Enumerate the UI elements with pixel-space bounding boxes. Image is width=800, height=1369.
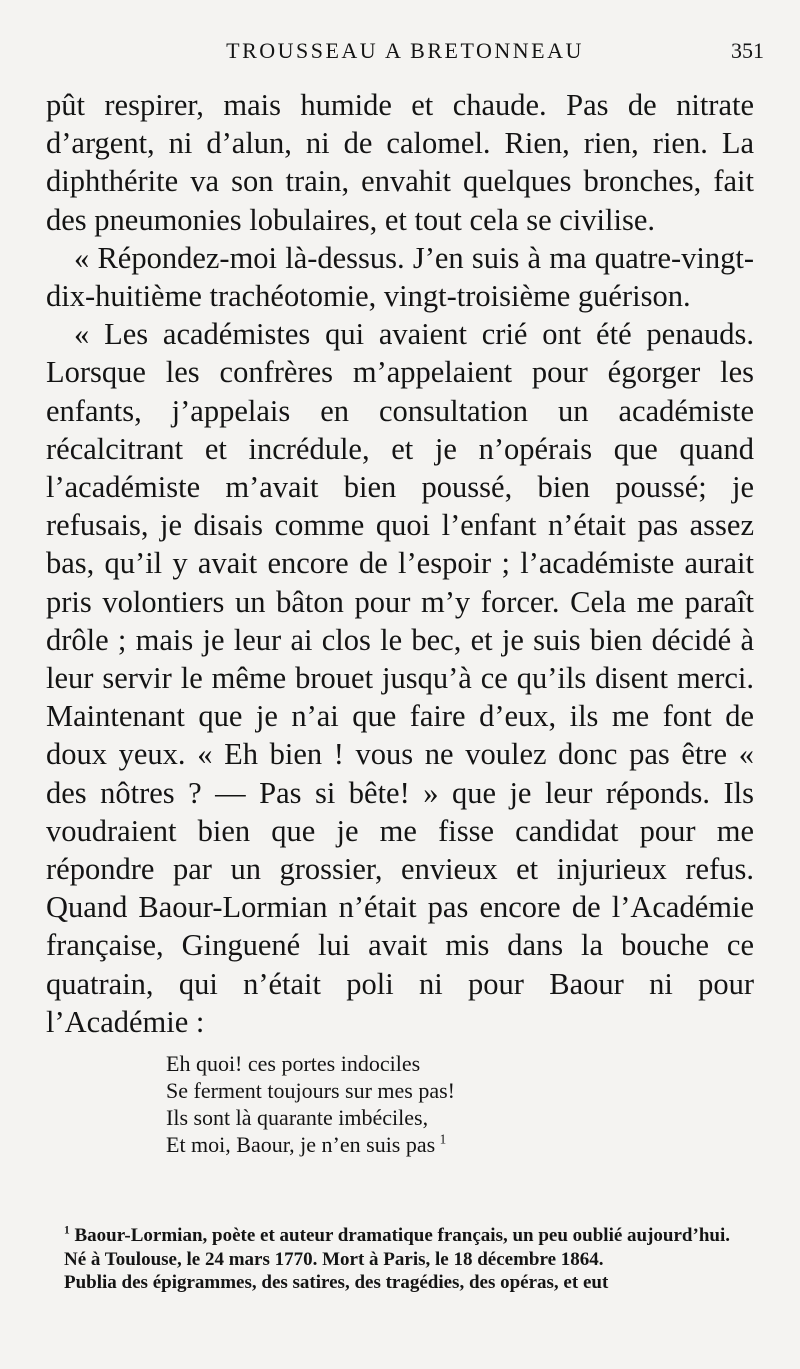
verse-line-1: Eh quoi! ces portes indociles [166, 1051, 421, 1076]
footnote-reference: 1 [439, 1131, 447, 1147]
footnote-line-1: Baour-Lormian, poète et auteur dramatique français, un peu oublié aujourd’hui. [74, 1225, 730, 1246]
footnote-line-1-wrapper [46, 1224, 756, 1248]
quatrain [166, 1050, 455, 1158]
verse-line-4-wrapper [166, 1131, 455, 1158]
body-text [46, 86, 754, 1041]
page-header [46, 38, 764, 68]
verse-line-3: Ils sont là quarante imbéciles, [166, 1105, 429, 1130]
footnote-line-2: Né à Toulouse, le 24 mars 1770. Mort à Paris, le 18 décembre 1864. [64, 1248, 604, 1270]
footnote-marker: 1 [64, 1224, 70, 1237]
footnote-line-3: Publia des épigrammes, des satires, des tragédies, des opéras, et eut [64, 1272, 609, 1293]
running-title: TROUSSEAU A BRETONNEAU [226, 38, 584, 63]
paragraph-1: pût respirer, mais humide et chaude. Pas de nitrate d’argent, ni d’alun, ni de calomel. Rien, rien, rien. La diphthérite va son train, envahit quelques bronches, fait des pneumonies lobulaires, et tout cela se civilise. [46, 88, 754, 237]
page-number: 351 [731, 38, 764, 63]
verse-line-2: Se ferment toujours sur mes pas! [166, 1078, 455, 1103]
paragraph-2: « Répondez-moi là-dessus. J’en suis à ma quatre-vingt-dix-huitième trachéotomie, vingt-troisième guérison. [46, 240, 754, 314]
footnote [46, 1224, 756, 1295]
verse-line-4: Et moi, Baour, je n’en suis pas [166, 1132, 436, 1157]
paragraph-3: « Les académistes qui avaient crié ont été penauds. Lorsque les confrères m’appelaient pour égorger les enfants, j’appelais en consultation un académiste récalcitrant et incrédule, et je n’opérais que quand l’académiste m’avait bien poussé, bien poussé; je refusais, je disais comme quoi l’enfant n’était pas assez bas, qu’il y avait encore de l’espoir ; l’académiste aurait pris volontiers un bâton pour m’y forcer. Cela me paraît drôle ; mais je leur ai clos le bec, et je suis bien décidé à leur servir le même brouet jusqu’à ce qu’ils disent merci. Maintenant que je n’ai que faire d’eux, ils me font de doux yeux. « Eh bien ! vous ne voulez donc pas être « des nôtres ? — Pas si bête! » que je leur réponds. Ils voudraient bien que je me fisse candidat pour me répondre par un grossier, envieux et injurieux refus. Quand Baour-Lormian n’était pas encore de l’Académie française, Ginguené lui avait mis dans la bouche ce quatrain, qui n’était poli ni pour Baour ni pour l’Académie : [46, 317, 754, 1039]
